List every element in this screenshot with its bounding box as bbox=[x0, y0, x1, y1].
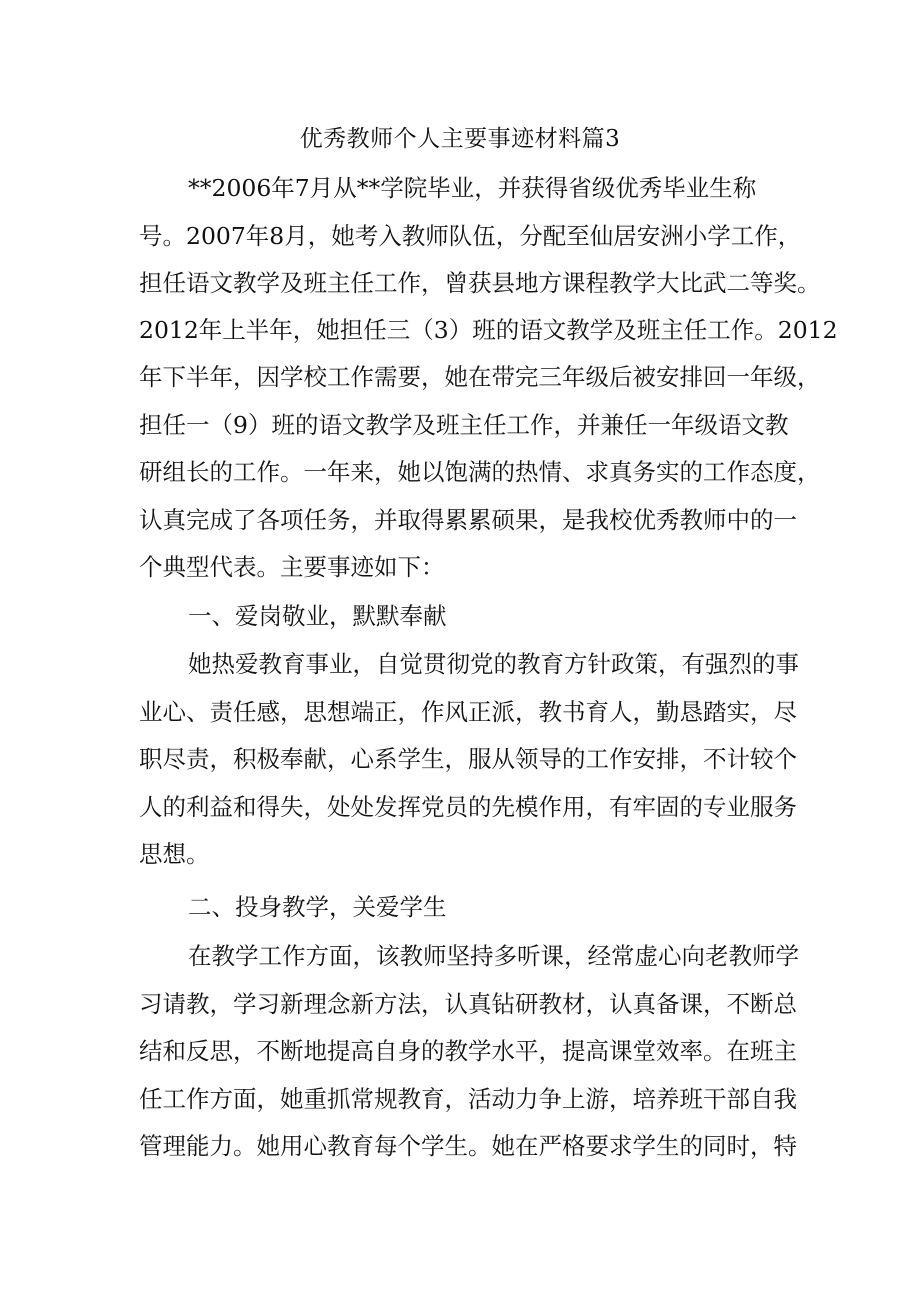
paragraph-line: 研组长的工作。一年来，她以饱满的热情、求真务实的工作态度， bbox=[139, 458, 821, 486]
paragraph-line: 管理能力。她用心教育每个学生。她在严格要求学生的同时，特 bbox=[139, 1132, 797, 1160]
paragraph-line: 业心、责任感，思想端正，作风正派，教书育人，勤恳踏实，尽 bbox=[139, 698, 797, 726]
paragraph-line: 人的利益和得失，处处发挥党员的先模作用，有牢固的专业服务 bbox=[139, 793, 797, 821]
document-title: 优秀教师个人主要事迹材料篇3 bbox=[299, 126, 621, 152]
paragraph-line: 思想。 bbox=[139, 840, 210, 868]
paragraph-line: 担任语文教学及班主任工作，曾获县地方课程教学大比武二等奖。 bbox=[139, 269, 821, 297]
section-heading: 二、投身教学，关爱学生 bbox=[188, 893, 447, 921]
paragraph-line: 2012年上半年，她担任三（3）班的语文教学及班主任工作。2012 bbox=[139, 316, 838, 344]
paragraph-line: 认真完成了各项任务，并取得累累硕果，是我校优秀教师中的一 bbox=[139, 506, 797, 534]
paragraph-line: 年下半年，因学校工作需要，她在带完三年级后被安排回一年级， bbox=[139, 363, 821, 391]
paragraph-line: 号。2007年8月，她考入教师队伍，分配至仙居安洲小学工作， bbox=[139, 222, 802, 250]
paragraph-line: 在教学工作方面，该教师坚持多听课，经常虚心向老教师学 bbox=[188, 942, 799, 970]
paragraph-line: 她热爱教育事业，自觉贯彻党的教育方针政策，有强烈的事 bbox=[188, 650, 799, 678]
section-heading: 一、爱岗敬业，默默奉献 bbox=[188, 602, 447, 630]
paragraph-line: **2006年7月从**学院毕业，并获得省级优秀毕业生称 bbox=[188, 174, 757, 202]
paragraph-line: 担任一（9）班的语文教学及班主任工作，并兼任一年级语文教 bbox=[139, 411, 789, 439]
paragraph-line: 职尽责，积极奉献，心系学生，服从领导的工作安排，不计较个 bbox=[139, 745, 797, 773]
paragraph-line: 个典型代表。主要事迹如下： bbox=[139, 553, 445, 581]
paragraph-line: 任工作方面，她重抓常规教育，活动力争上游，培养班干部自我 bbox=[139, 1085, 797, 1113]
paragraph-line: 习请教，学习新理念新方法，认真钻研教材，认真备课，不断总 bbox=[139, 990, 797, 1018]
paragraph-line: 结和反思，不断地提高自身的教学水平，提高课堂效率。在班主 bbox=[139, 1037, 797, 1065]
